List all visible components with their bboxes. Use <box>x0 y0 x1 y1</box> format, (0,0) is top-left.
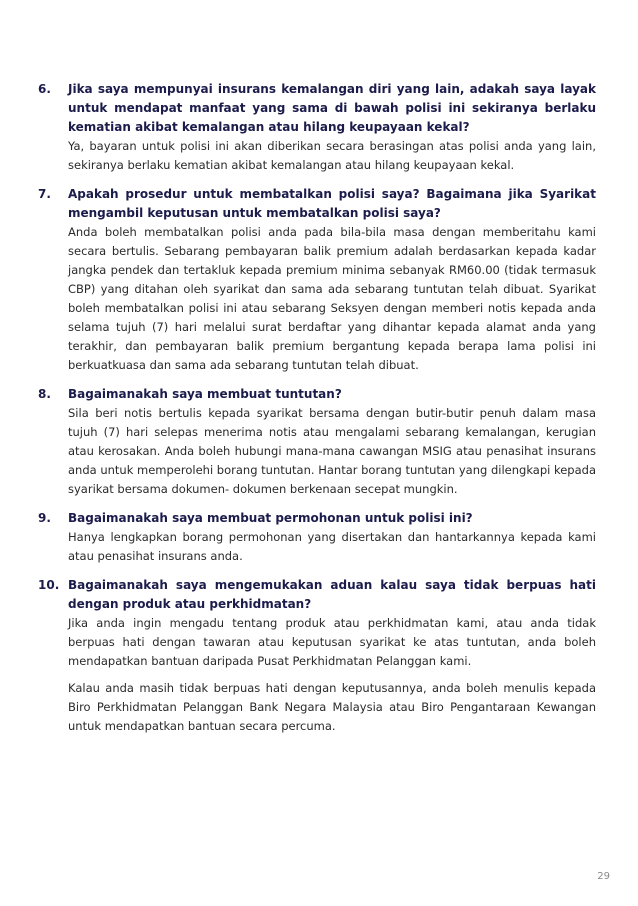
item-number: 9. <box>38 511 51 525</box>
faq-list <box>38 80 596 746</box>
faq-item-9 <box>38 509 596 566</box>
faq-item-8 <box>38 385 596 499</box>
faq-item-7 <box>38 185 596 375</box>
answer-text: Kalau anda masih tidak berpuas hati dengan keputusannya, anda boleh menulis kepada Biro Perkhidmatan Pelanggan Bank Negara Malaysia atau Biro Pengantaraan Kewangan untuk mendapatkan bantuan secara percuma. <box>68 681 596 733</box>
answer-text: Sila beri notis bertulis kepada syarikat bersama dengan butir-butir penuh dalam masa tujuh (7) hari selepas menerima notis atau mengalami sebarang kemalangan, kerugian atau kerosakan. Anda boleh hubungi mana-mana cawangan MSIG atau penasihat insurans anda untuk memperolehi borang tuntutan. Hantar borang tuntutan yang dilengkapi kepada syarikat bersama dokumen- dokumen berkenaan secepat mungkin. <box>68 406 596 496</box>
item-number: 6. <box>38 82 51 96</box>
answer-text: Anda boleh membatalkan polisi anda pada bila-bila masa dengan memberitahu kami secara bertulis. Sebarang pembayaran balik premium adalah berdasarkan kepada kadar jangka pendek dan tertakluk kepada premium minima sebanyak RM60.00 (tidak termasuk CBP) yang ditahan oleh syarikat dan sama ada sebarang tuntutan telah dibuat. Syarikat boleh membatalkan polisi ini atau sebarang Seksyen dengan memberi notis kepada anda selama tujuh (7) hari melalui surat berdaftar yang dihantar kepada alamat anda yang terakhir, dan pembayaran balik premium bergantung kepada berapa lama polisi ini berkuatkuasa dan sama ada sebarang tuntutan telah dibuat. <box>68 225 596 372</box>
answer-text: Ya, bayaran untuk polisi ini akan diberikan secara berasingan atas polisi anda yang lain, sekiranya berlaku kematian akibat kemalangan atau hilang keupayaan kekal. <box>68 139 596 172</box>
item-number: 10. <box>38 578 60 592</box>
page-number: 29 <box>597 871 610 882</box>
faq-item-10 <box>38 576 596 736</box>
question-text: Apakah prosedur untuk membatalkan polisi saya? Bagaimana jika Syarikat mengambil keputusan untuk membatalkan polisi saya? <box>68 187 596 220</box>
question-text: Bagaimanakah saya mengemukakan aduan kalau saya tidak berpuas hati dengan produk atau perkhidmatan? <box>68 578 596 611</box>
question-text: Bagaimanakah saya membuat tuntutan? <box>68 387 342 401</box>
item-number: 8. <box>38 387 51 401</box>
question-text: Bagaimanakah saya membuat permohonan untuk polisi ini? <box>68 511 473 525</box>
question-text: Jika saya mempunyai insurans kemalangan diri yang lain, adakah saya layak untuk mendapat manfaat yang sama di bawah polisi ini sekiranya berlaku kematian akibat kemalangan atau hilang keupayaan kekal? <box>68 82 596 134</box>
answer-text: Jika anda ingin mengadu tentang produk atau perkhidmatan kami, atau anda tidak berpuas hati dengan tawaran atau keputusan syarikat ke atas tuntutan, anda boleh mendapatkan bantuan daripada Pusat Perkhidmatan Pelanggan kami. <box>68 616 596 668</box>
faq-item-6 <box>38 80 596 175</box>
answer-text: Hanya lengkapkan borang permohonan yang disertakan dan hantarkannya kepada kami atau penasihat insurans anda. <box>68 530 596 563</box>
item-number: 7. <box>38 187 51 201</box>
